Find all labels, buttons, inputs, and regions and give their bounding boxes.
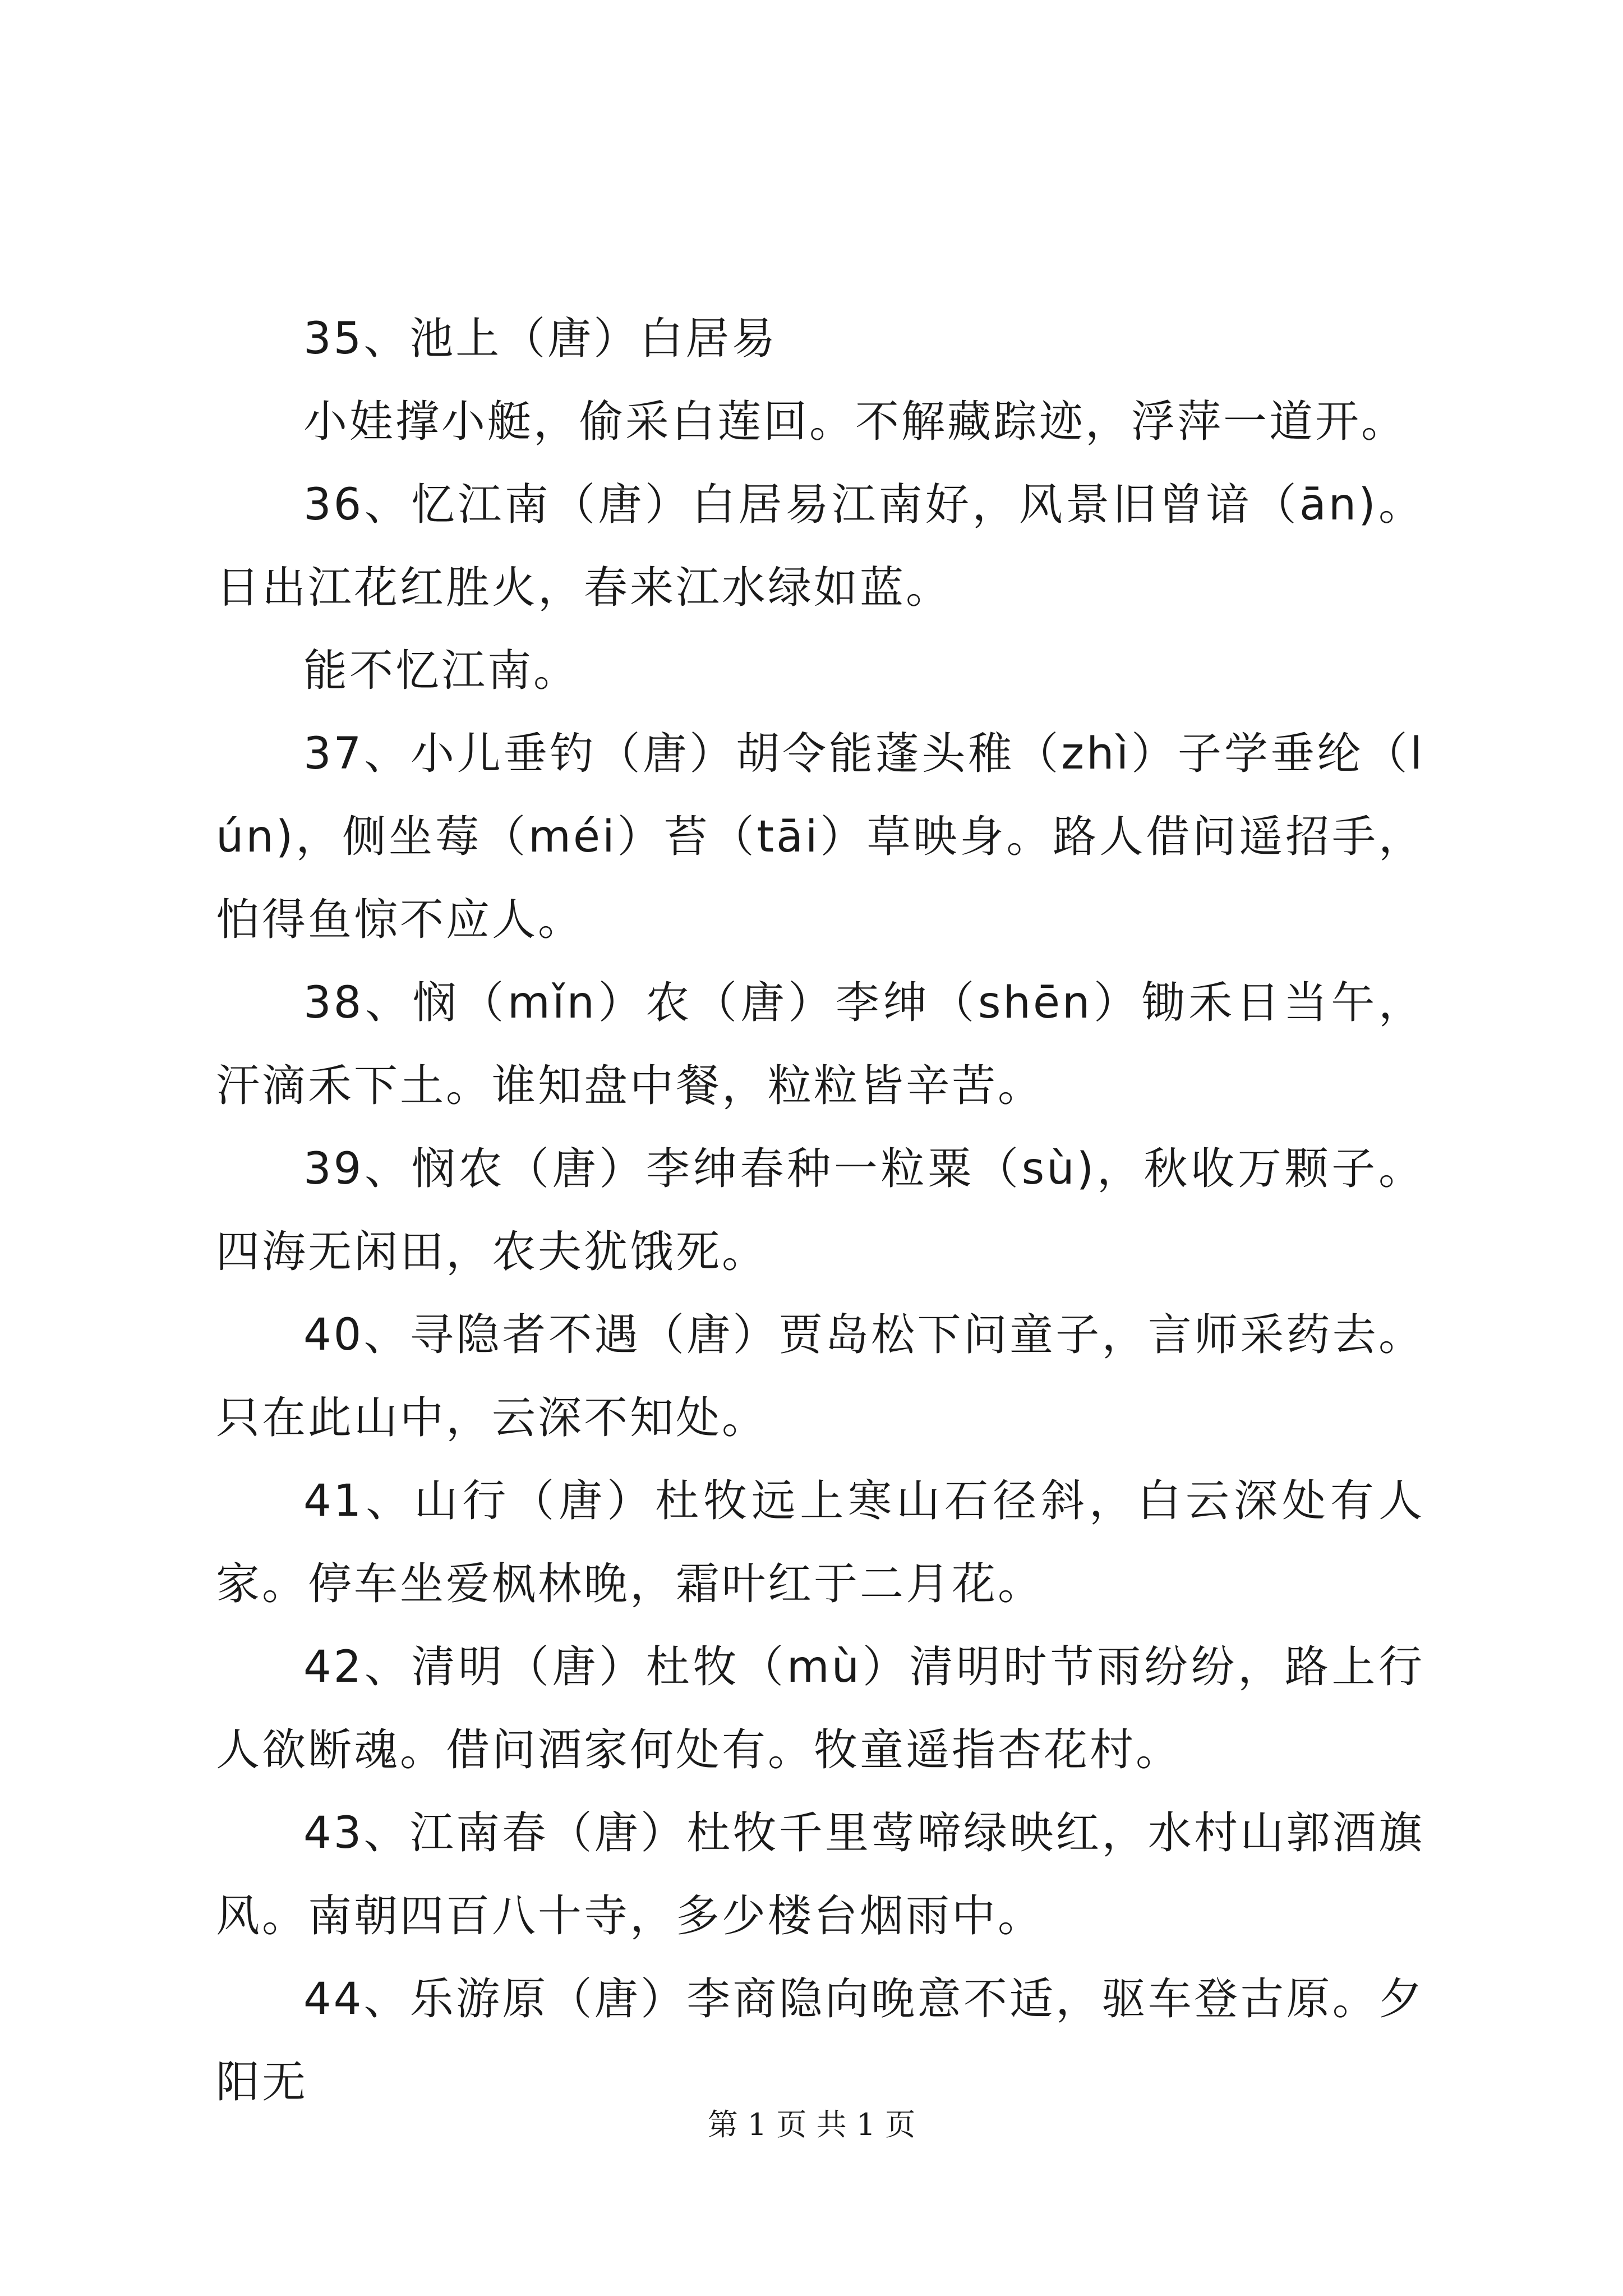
document-body <box>216 297 1424 2124</box>
paragraph-36-end: 能不忆江南。 <box>303 646 580 696</box>
paragraph-35-title: 35、池上（唐）白居易 <box>303 314 778 364</box>
paragraph-36: 36、忆江南（唐）白居易江南好，风景旧曾谙（ān)。日出江花红胜火，春来江水绿如蓝。 <box>216 480 1424 613</box>
paragraph-39: 39、悯农（唐）李绅春种一粒粟（sù)，秋收万颗子。四海无闲田，农夫犹饿死。 <box>216 1144 1424 1277</box>
paragraph-37: 37、小儿垂钓（唐）胡令能蓬头稚（zhì）子学垂纶（lún)，侧坐莓（méi）苔（tāi）草映身。路人借问遥招手，怕得鱼惊不应人。 <box>216 729 1424 945</box>
paragraph-35-poem: 小娃撑小艇，偷采白莲回。不解藏踪迹，浮萍一道开。 <box>303 397 1408 447</box>
paragraph-42: 42、清明（唐）杜牧（mù）清明时节雨纷纷，路上行人欲断魂。借问酒家何处有。牧童遥指杏花村。 <box>216 1642 1424 1775</box>
paragraph-43: 43、江南春（唐）杜牧千里莺啼绿映红，水村山郭酒旗风。南朝四百八十寺，多少楼台烟雨中。 <box>216 1808 1424 1941</box>
paragraph-40: 40、寻隐者不遇（唐）贾岛松下问童子，言师采药去。只在此山中，云深不知处。 <box>216 1310 1424 1443</box>
paragraph-44: 44、乐游原（唐）李商隐向晚意不适，驱车登古原。夕阳无 <box>216 1974 1424 2108</box>
page-number-label: 第 1 页 共 1 页 <box>707 2107 916 2142</box>
page-footer <box>0 2101 1623 2144</box>
paragraph-41: 41、山行（唐）杜牧远上寒山石径斜，白云深处有人家。停车坐爱枫林晚，霜叶红于二月花。 <box>216 1476 1424 1609</box>
paragraph-38: 38、悯（mǐn）农（唐）李绅（shēn）锄禾日当午，汗滴禾下土。谁知盘中餐，粒粒皆辛苦。 <box>216 978 1424 1111</box>
